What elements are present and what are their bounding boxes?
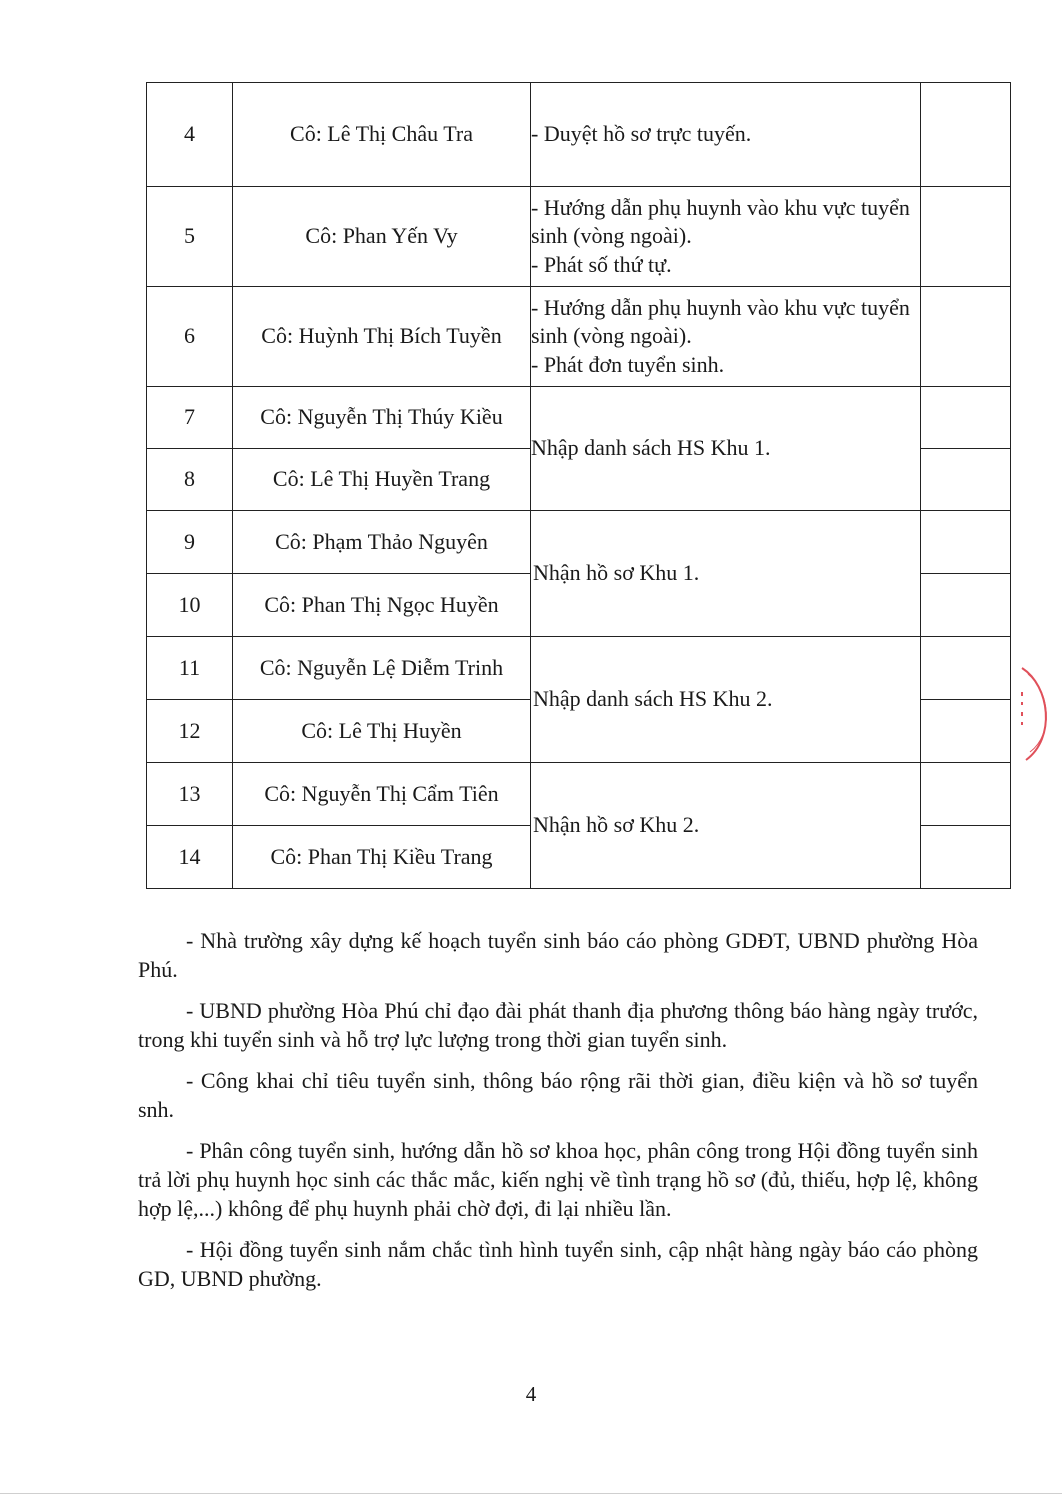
task-cell: [531, 637, 921, 763]
task-line: - Hướng dẫn phụ huynh vào khu vực tuyển sinh (vòng ngoài).: [531, 294, 910, 349]
note-paragraph: - UBND phường Hòa Phú chỉ đạo đài phát thanh địa phương thông báo hàng ngày trước, trong khi tuyển sinh và hỗ trợ lực lượng trong thời gian tuyển sinh.: [138, 998, 978, 1053]
table-row: [147, 387, 1011, 449]
table-row: [147, 637, 1011, 700]
task-cell: [531, 511, 921, 637]
note-cell: [921, 449, 1011, 511]
staff-name: Cô: Phan Thị Kiều Trang: [233, 826, 531, 889]
task-cell: [531, 287, 921, 387]
row-number: 11: [147, 637, 233, 700]
staff-name: Cô: Lê Thị Châu Tra: [233, 83, 531, 187]
row-number: 6: [147, 287, 233, 387]
row-number: 5: [147, 187, 233, 287]
row-number: 14: [147, 826, 233, 889]
row-number: 12: [147, 700, 233, 763]
staff-name: Cô: Nguyễn Thị Thúy Kiều: [233, 387, 531, 449]
notes-section: [138, 926, 978, 1305]
note-cell: [921, 387, 1011, 449]
task-line: - Duyệt hồ sơ trực tuyến.: [531, 121, 752, 147]
note-cell: [921, 637, 1011, 700]
staff-name: Cô: Nguyễn Thị Cẩm Tiên: [233, 763, 531, 826]
table-row: [147, 763, 1011, 826]
page-number: 4: [525, 1382, 537, 1406]
staff-name: Cô: Lê Thị Huyền Trang: [233, 449, 531, 511]
staff-name: Cô: Phạm Thảo Nguyên: [233, 511, 531, 574]
task-cell: [531, 83, 921, 187]
staff-name: Cô: Huỳnh Thị Bích Tuyền: [233, 287, 531, 387]
note-cell: [921, 763, 1011, 826]
assignment-table: [146, 82, 1011, 889]
row-number: 4: [147, 83, 233, 187]
task-cell: [531, 187, 921, 287]
task-line: Nhận hồ sơ Khu 1.: [533, 560, 700, 586]
task-line: Nhập danh sách HS Khu 1.: [531, 435, 771, 461]
note-paragraph: - Phân công tuyển sinh, hướng dẫn hồ sơ khoa học, phân công trong Hội đồng tuyển sinh trả lời phụ huynh học sinh các thắc mắc, kiến nghị về tình trạng hồ sơ (đủ, thiếu, hợp lệ, không hợp lệ,...) không để phụ huynh phải chờ đợi, đi lại nhiều lần.: [138, 1138, 978, 1222]
note-cell: [921, 574, 1011, 637]
note-cell: [921, 83, 1011, 187]
table-row: [147, 511, 1011, 574]
note-cell: [921, 700, 1011, 763]
task-line: Nhận hồ sơ Khu 2.: [533, 812, 700, 838]
row-number: 10: [147, 574, 233, 637]
note-cell: [921, 826, 1011, 889]
note-cell: [921, 511, 1011, 574]
row-number: 8: [147, 449, 233, 511]
staff-name: Cô: Nguyễn Lệ Diễm Trinh: [233, 637, 531, 700]
row-number: 7: [147, 387, 233, 449]
table-row: [147, 187, 1011, 287]
table-row: [147, 83, 1011, 187]
note-cell: [921, 187, 1011, 287]
task-line: Nhập danh sách HS Khu 2.: [533, 686, 773, 712]
task-line: - Phát số thứ tự.: [531, 251, 672, 277]
task-line: - Hướng dẫn phụ huynh vào khu vực tuyển sinh (vòng ngoài).: [531, 194, 910, 249]
row-number: 13: [147, 763, 233, 826]
task-line: - Phát đơn tuyển sinh.: [531, 351, 725, 377]
note-cell: [921, 287, 1011, 387]
note-paragraph: - Hội đồng tuyển sinh nắm chắc tình hình tuyển sinh, cập nhật hàng ngày báo cáo phòng GD, UBND phường.: [138, 1237, 978, 1292]
task-cell: [531, 763, 921, 889]
staff-name: Cô: Lê Thị Huyền: [233, 700, 531, 763]
staff-name: Cô: Phan Thị Ngọc Huyền: [233, 574, 531, 637]
red-stamp-edge-icon: [1016, 652, 1062, 772]
note-paragraph: - Nhà trường xây dựng kế hoạch tuyển sinh báo cáo phòng GDĐT, UBND phường Hòa Phú.: [138, 928, 978, 983]
table-row: [147, 287, 1011, 387]
bottom-scan-edge: [0, 1493, 1062, 1494]
staff-name: Cô: Phan Yến Vy: [233, 187, 531, 287]
row-number: 9: [147, 511, 233, 574]
note-paragraph: - Công khai chỉ tiêu tuyển sinh, thông báo rộng rãi thời gian, điều kiện và hồ sơ tuyển snh.: [138, 1068, 978, 1123]
task-cell: [531, 387, 921, 511]
